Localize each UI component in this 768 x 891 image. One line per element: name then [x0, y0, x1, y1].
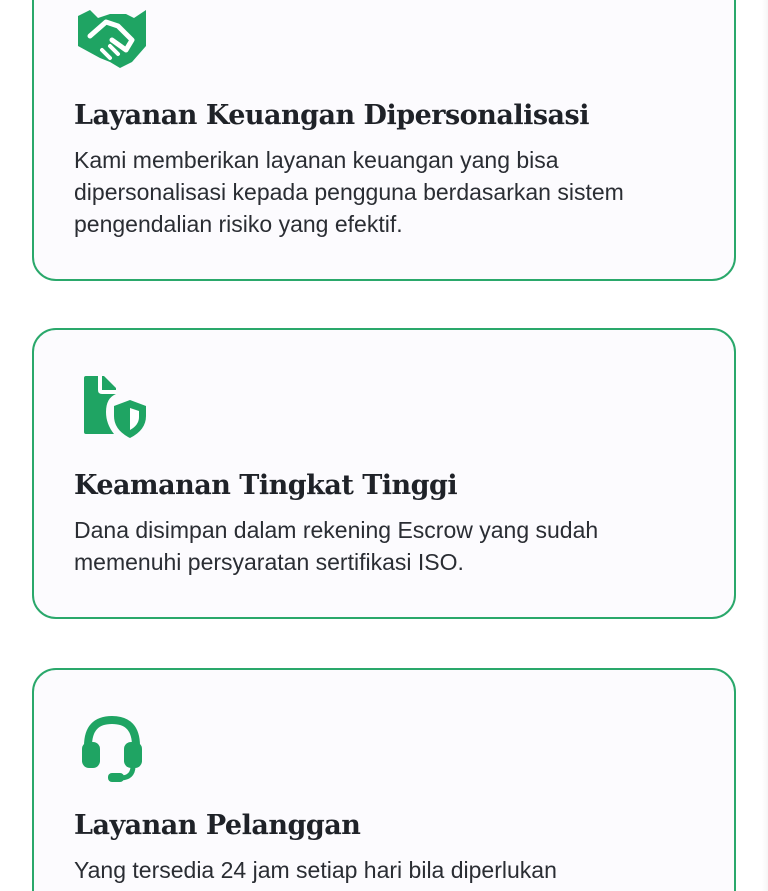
headset-icon — [76, 712, 148, 784]
secure-document-icon — [76, 372, 148, 444]
feature-description: Dana disimpan dalam rekening Escrow yang sudah memenuhi persyaratan sertifikasi ISO. — [74, 517, 599, 575]
feature-title: Keamanan Tingkat Tinggi — [74, 470, 458, 501]
feature-title: Layanan Keuangan Dipersonalisasi — [74, 100, 589, 131]
scroll-edge — [762, 0, 768, 891]
feature-description: Yang tersedia 24 jam setiap hari bila diperlukan — [74, 857, 557, 883]
feature-description: Kami memberikan layanan keuangan yang bisa dipersonalisasi kepada pengguna berdasarkan sistem pengendalian risiko yang efektif. — [74, 147, 624, 237]
handshake-icon — [76, 6, 148, 78]
feature-title: Layanan Pelanggan — [74, 810, 361, 841]
feature-card-personalized-finance — [32, 0, 736, 281]
feature-card-customer-service — [32, 668, 736, 891]
feature-card-high-security — [32, 328, 736, 619]
